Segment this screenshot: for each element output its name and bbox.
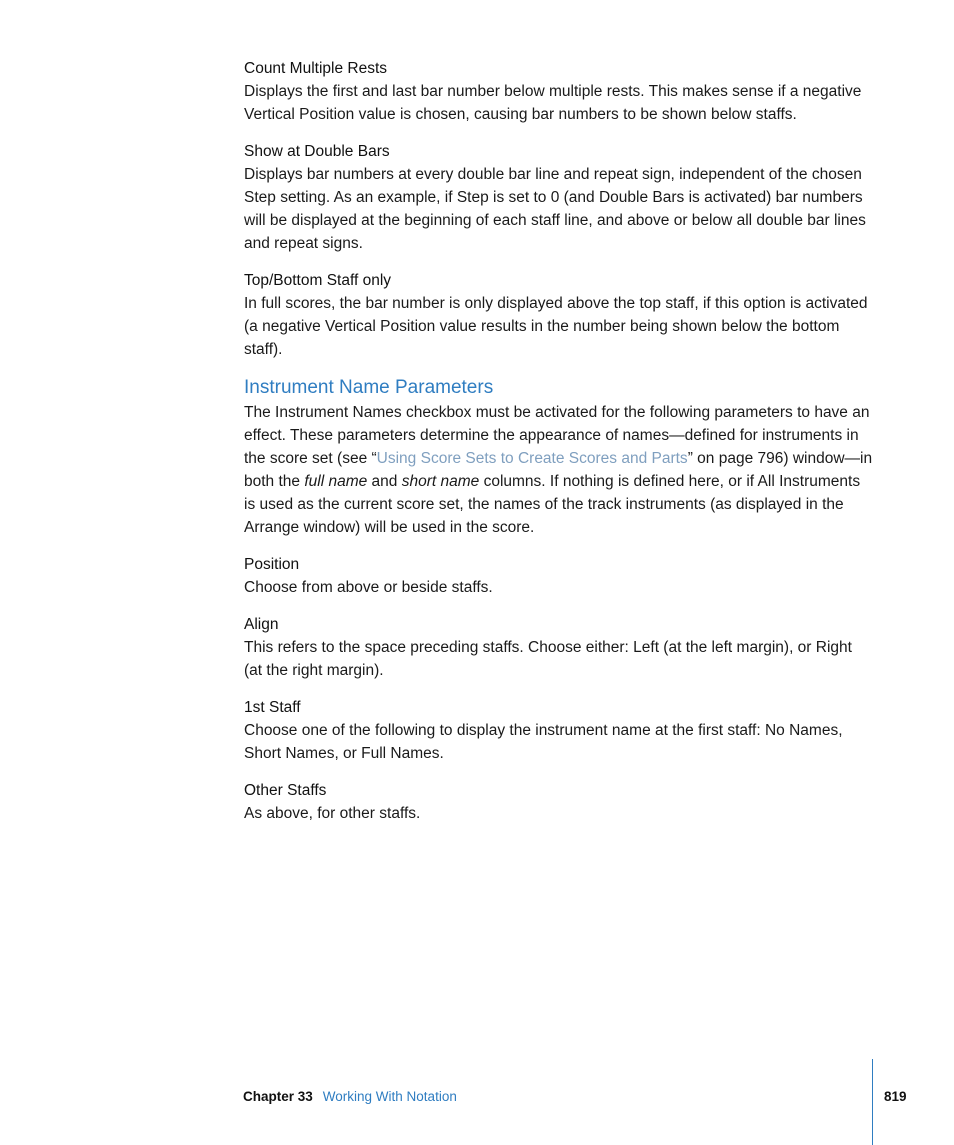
term-definition: Displays bar numbers at every double bar line and repeat sign, independent of the chosen Step setting. As an example, if Step is set to 0 (and Double Bars is activated) bar numbers will be displayed at the beginning of each staff line, and above or below all double bar lines and repeat signs. <box>244 166 866 252</box>
term-heading: 1st Staff <box>244 699 301 716</box>
intro-text: and <box>367 473 402 490</box>
term-definition: Displays the first and last bar number below multiple rests. This makes sense if a negative Vertical Position value is chosen, causing bar numbers to be shown below staffs. <box>244 83 862 123</box>
cross-reference-link[interactable]: Using Score Sets to Create Scores and Parts <box>376 450 688 467</box>
term-heading: Other Staffs <box>244 782 327 799</box>
entry-top-bottom-staff-only <box>244 269 874 361</box>
entry-position <box>244 553 874 599</box>
entry-count-multiple-rests <box>244 57 874 126</box>
page-footer <box>243 1086 457 1108</box>
entry-align <box>244 613 874 682</box>
intro-emphasis: full name <box>304 473 368 490</box>
term-definition: In full scores, the bar number is only displayed above the top staff, if this option is activated (a negative Vertical Position value results in the number being shown below the bottom staff). <box>244 295 868 358</box>
term-heading: Count Multiple Rests <box>244 60 388 77</box>
intro-text: columns. If nothing is defined here, or if All Instruments is used as the current score set, the names of the track instruments (as displayed in the Arrange window) will be used in the score. <box>244 473 861 536</box>
term-heading: Align <box>244 616 279 633</box>
intro-text: The Instrument Names checkbox must be activated for the following parameters to have an effect. These parameters determine the appearance of names—defined for instruments in the score set (see “ <box>244 404 870 467</box>
term-definition: As above, for other staffs. <box>244 805 421 822</box>
section-heading: Instrument Name Parameters <box>244 377 494 398</box>
footer-divider <box>872 1059 873 1145</box>
page-number: 819 <box>884 1089 907 1104</box>
footer-chapter-number: Chapter 33 <box>243 1089 313 1104</box>
term-heading: Position <box>244 556 300 573</box>
term-definition: Choose from above or beside staffs. <box>244 579 493 596</box>
term-heading: Top/Bottom Staff only <box>244 272 392 289</box>
intro-emphasis: short name <box>401 473 480 490</box>
term-heading: Show at Double Bars <box>244 143 390 160</box>
term-definition: Choose one of the following to display the instrument name at the first staff: No Names, Short Names, or Full Names. <box>244 722 843 762</box>
footer-chapter-title[interactable]: Working With Notation <box>322 1089 457 1104</box>
section-intro <box>244 401 874 539</box>
entry-other-staffs <box>244 779 874 825</box>
document-body <box>244 57 874 839</box>
entry-1st-staff <box>244 696 874 765</box>
entry-show-at-double-bars <box>244 140 874 255</box>
intro-text: ” on page 796) window—in both the <box>244 450 873 490</box>
term-definition: This refers to the space preceding staffs. Choose either: Left (at the left margin), or Right (at the right margin). <box>244 639 852 679</box>
